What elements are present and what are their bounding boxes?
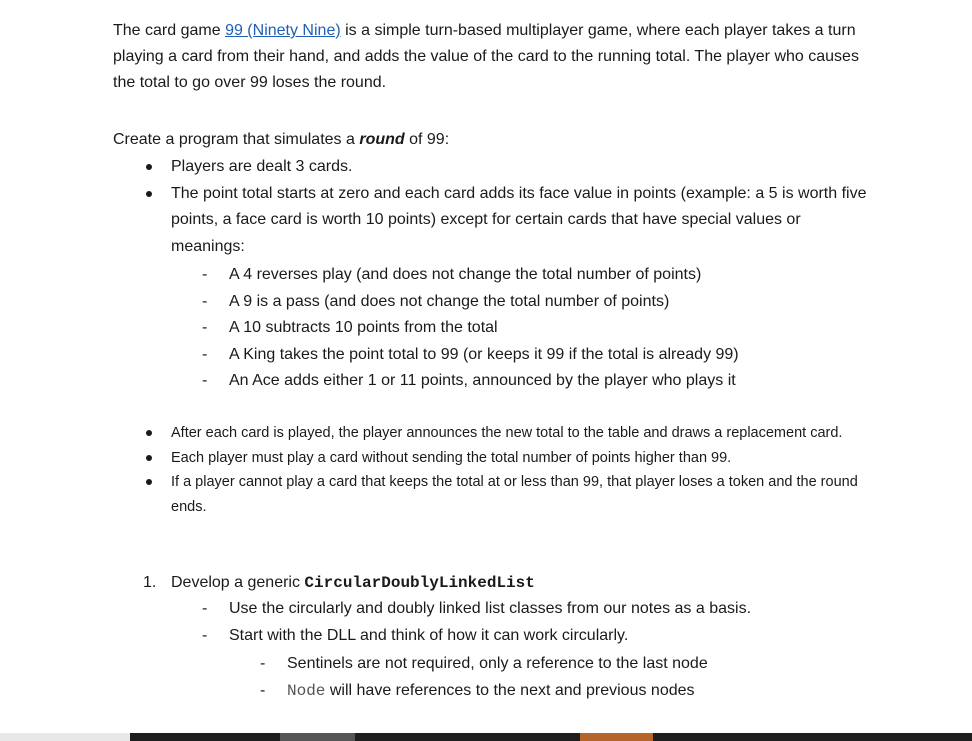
intro-text-end: is a simple turn-based multiplayer game, where each player takes a turn playing a card from their hand, and adds the value of the card to the running total. The player who causes the total to go over 99 loses the round.: [113, 22, 859, 91]
round-emphasis: round: [359, 131, 405, 148]
class-name-code: CircularDoublyLinkedList: [304, 574, 535, 592]
strip-segment: [130, 733, 280, 741]
rules-list: [171, 154, 871, 260]
task-text-end: of 99:: [404, 131, 450, 148]
taskbar-strip: [0, 733, 972, 741]
list-item: - Sentinels are not required, only a reference to the last node: [287, 651, 887, 678]
ninety-nine-link[interactable]: 99 (Ninety Nine): [225, 22, 341, 39]
list-item: - A 9 is a pass (and does not change the total number of points): [229, 289, 869, 316]
strip-segment: [355, 733, 580, 741]
list-item: - Use the circularly and doubly linked list classes from our notes as a basis.: [229, 596, 869, 623]
list-item: The point total starts at zero and each card adds its face value in points (example: a 5 is worth five points, a face card is worth 10 points) except for certain cards that have special values or meanings:: [171, 181, 871, 261]
strip-segment: [580, 733, 653, 741]
intro-paragraph: [113, 18, 873, 96]
list-item: Each player must play a card without sending the total number of points higher than 99.: [171, 446, 876, 471]
strip-segment: [280, 733, 355, 741]
node-code: Node: [287, 681, 326, 700]
step-text: Develop a generic: [171, 574, 305, 591]
more-rules-list: [171, 421, 876, 519]
step-one-subitems: [229, 596, 869, 649]
step-number: 1.: [143, 574, 157, 591]
list-item: - A King takes the point total to 99 (or keeps it 99 if the total is already 99): [229, 342, 869, 369]
list-item: - A 10 subtracts 10 points from the total: [229, 315, 869, 342]
list-item: [287, 678, 887, 705]
list-item: - An Ace adds either 1 or 11 points, announced by the player who plays it: [229, 368, 869, 395]
step-one: [143, 570, 535, 596]
node-text: will have references to the next and previous nodes: [325, 681, 695, 699]
list-item: Players are dealt 3 cards.: [171, 154, 871, 181]
list-item: If a player cannot play a card that keeps the total at or less than 99, that player loses a token and the round ends.: [171, 470, 876, 519]
intro-text-start: The card game: [113, 22, 226, 39]
task-paragraph: [113, 127, 873, 153]
list-item: - Start with the DLL and think of how it can work circularly.: [229, 623, 869, 650]
strip-segment: [653, 733, 972, 741]
task-text-start: Create a program that simulates a: [113, 131, 360, 148]
strip-segment: [0, 733, 130, 741]
special-cards-list: [229, 262, 869, 395]
list-item: - A 4 reverses play (and does not change the total number of points): [229, 262, 869, 289]
step-one-details: [287, 651, 887, 704]
list-item: After each card is played, the player announces the new total to the table and draws a replacement card.: [171, 421, 876, 446]
